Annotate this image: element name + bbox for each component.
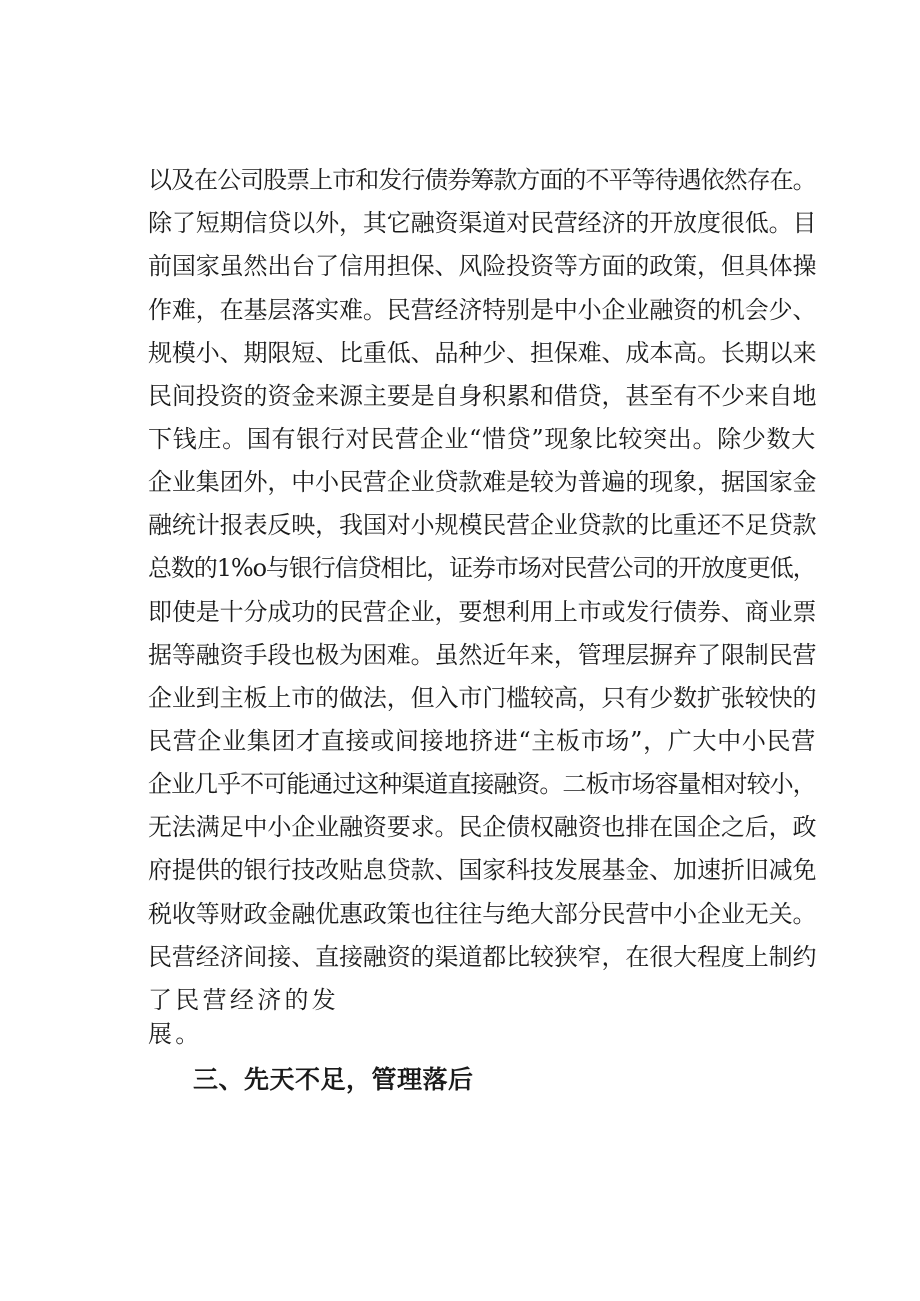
paragraph-line: 即使是十分成功的民营企业，要想利用上市或发行债券、商业票 (148, 598, 817, 626)
paragraph-line: 无法满足中小企业融资要求。民企债权融资也排在国企之后，政 (148, 813, 817, 841)
paragraph-line: 前国家虽然出台了信用担保、风险投资等方面的政策，但具体操 (148, 252, 817, 280)
paragraph-line: 府提供的银行技改贴息贷款、国家科技发展基金、加速折旧减免 (148, 856, 817, 884)
section-heading: 三、先天不足，管理落后 (193, 1065, 474, 1094)
paragraph-line: 了民营经济的发 (148, 986, 340, 1014)
paragraph-line: 企业几乎不可能通过这种渠道直接融资。二板市场容量相对较小， (148, 770, 816, 798)
paragraph-line: 民营企业集团才直接或间接地挤进“主板市场”，广大中小民营 (148, 727, 816, 755)
paragraph-line: 民间投资的资金来源主要是自身积累和借贷，甚至有不少来自地 (148, 382, 817, 410)
paragraph-line: 企业集团外，中小民营企业贷款难是较为普遍的现象，据国家金 (148, 468, 817, 496)
paragraph-line: 民营经济间接、直接融资的渠道都比较狭窄，在很大程度上制约 (148, 943, 817, 971)
paragraph-line: 除了短期信贷以外，其它融资渠道对民营经济的开放度很低。目 (148, 209, 817, 237)
paragraph-line: 下钱庄。国有银行对民营企业“惜贷”现象比较突出。除少数大 (148, 425, 816, 453)
paragraph-line: 融统计报表反映，我国对小规模民营企业贷款的比重还不足贷款 (148, 511, 817, 539)
paragraph-line: 展。 (148, 1020, 203, 1048)
paragraph-line: 据等融资手段也极为困难。虽然近年来，管理层摒弃了限制民营 (148, 641, 817, 669)
paragraph-line: 总数的1%o与银行信贷相比，证券市场对民营公司的开放度更低， (148, 554, 816, 582)
paragraph-line: 作难，在基层落实难。民营经济特别是中小企业融资的机会少、 (148, 296, 817, 324)
paragraph-line: 规模小、期限短、比重低、品种少、担保难、成本高。长期以来 (148, 339, 817, 367)
paragraph-line: 以及在公司股票上市和发行债券筹款方面的不平等待遇依然存在。 (148, 166, 816, 194)
paragraph-line: 税收等财政金融优惠政策也往往与绝大部分民营中小企业无关。 (148, 900, 817, 928)
paragraph-line: 企业到主板上市的做法，但入市门槛较高，只有少数扩张较快的 (148, 684, 817, 712)
